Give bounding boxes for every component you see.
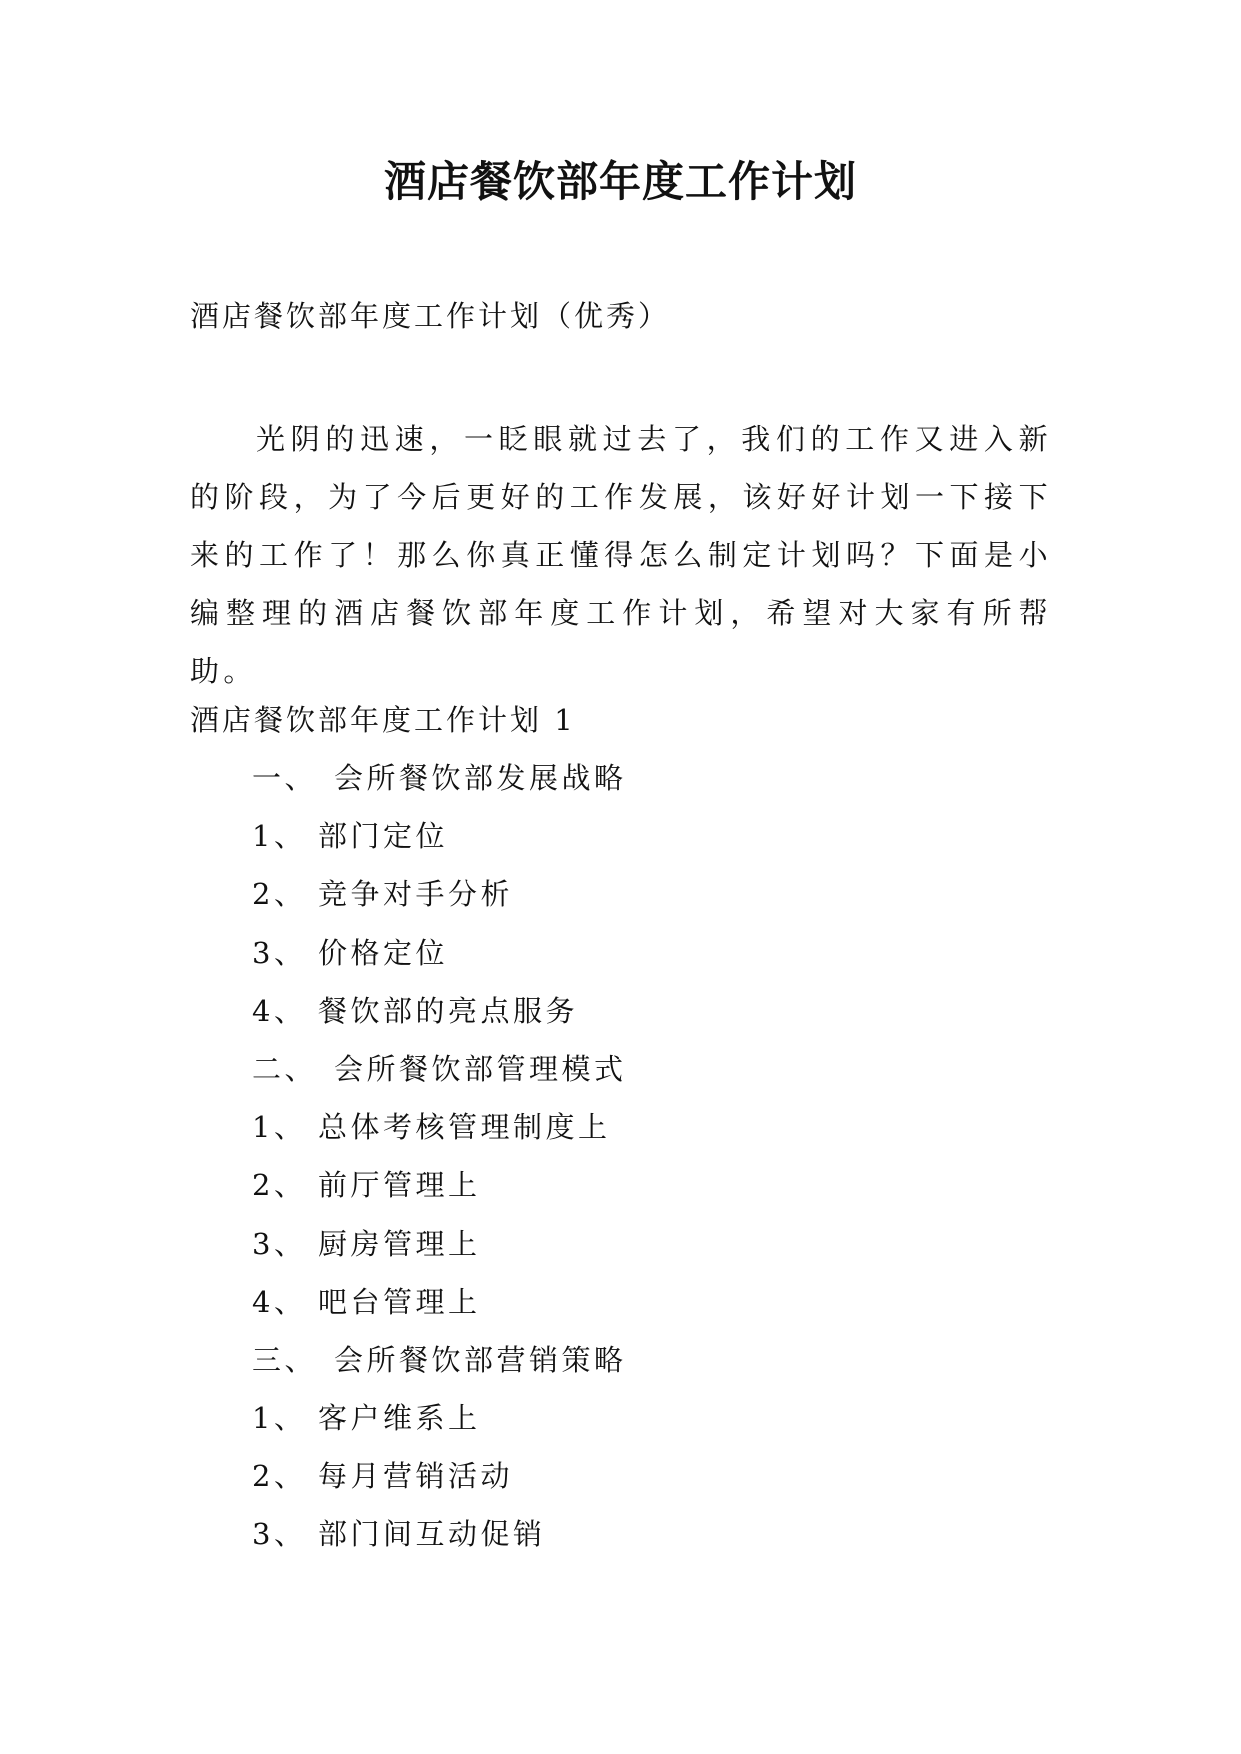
outline-item-text: 部门定位 [318, 819, 449, 854]
outline-item-text: 总体考核管理制度上 [318, 1110, 611, 1145]
outline-item-marker: 2、 [252, 1459, 307, 1494]
outline-section-item [252, 1049, 627, 1107]
outline-item-text: 客户维系上 [318, 1401, 481, 1436]
intro-paragraph: 光阴的迅速，一眨眼就过去了，我们的工作又进入新的阶段，为了今后更好的工作发展，该好好计划一下接下来的工作了！那么你真正懂得怎么制定计划吗？下面是小编整理的酒店餐饮部年度工作计划，希望对大家有所帮助。 [190, 422, 1052, 688]
outline-sub-item [252, 1456, 627, 1514]
outline-item-marker: 2、 [252, 1168, 307, 1203]
outline-item-marker: 三、 [252, 1342, 318, 1377]
outline-sub-item [252, 1165, 627, 1223]
outline-section-item [252, 758, 627, 816]
outline-item-marker: 4、 [252, 1284, 307, 1319]
outline-item-text: 前厅管理上 [318, 1168, 481, 1203]
outline-section-item [252, 1340, 627, 1398]
outline-sub-item [252, 1398, 627, 1456]
outline-item-text: 会所餐饮部发展战略 [334, 761, 627, 795]
outline-item-text: 价格定位 [318, 935, 449, 970]
outline-list [252, 758, 627, 1573]
outline-sub-item [252, 1514, 627, 1572]
outline-sub-item [252, 1282, 627, 1340]
outline-item-text: 吧台管理上 [318, 1284, 481, 1319]
outline-item-text: 每月营销活动 [318, 1459, 514, 1494]
outline-item-marker: 3、 [252, 1226, 307, 1261]
outline-item-marker: 二、 [252, 1051, 318, 1086]
outline-sub-item [252, 933, 627, 991]
outline-sub-item [252, 816, 627, 874]
outline-item-text: 餐饮部的亮点服务 [318, 993, 579, 1028]
outline-item-text: 会所餐饮部管理模式 [334, 1051, 627, 1086]
section-heading: 酒店餐饮部年度工作计划 1 [190, 703, 576, 737]
outline-sub-item [252, 1224, 627, 1282]
outline-item-marker: 4、 [252, 993, 307, 1028]
document-title: 酒店餐饮部年度工作计划 [383, 157, 857, 206]
outline-sub-item [252, 991, 627, 1049]
outline-item-text: 会所餐饮部营销策略 [334, 1342, 627, 1377]
outline-item-text: 竞争对手分析 [318, 877, 514, 912]
outline-item-marker: 1、 [252, 1110, 307, 1145]
outline-item-marker: 1、 [252, 1401, 307, 1436]
outline-item-marker: 一、 [252, 761, 318, 795]
outline-sub-item [252, 1107, 627, 1165]
outline-item-marker: 1、 [252, 819, 307, 854]
outline-item-marker: 2、 [252, 877, 307, 912]
outline-sub-item [252, 874, 627, 932]
outline-item-text: 部门间互动促销 [318, 1517, 546, 1552]
outline-item-marker: 3、 [252, 935, 307, 970]
outline-item-marker: 3、 [252, 1517, 307, 1552]
outline-item-text: 厨房管理上 [318, 1226, 481, 1261]
document-subtitle: 酒店餐饮部年度工作计划（优秀） [190, 299, 671, 333]
